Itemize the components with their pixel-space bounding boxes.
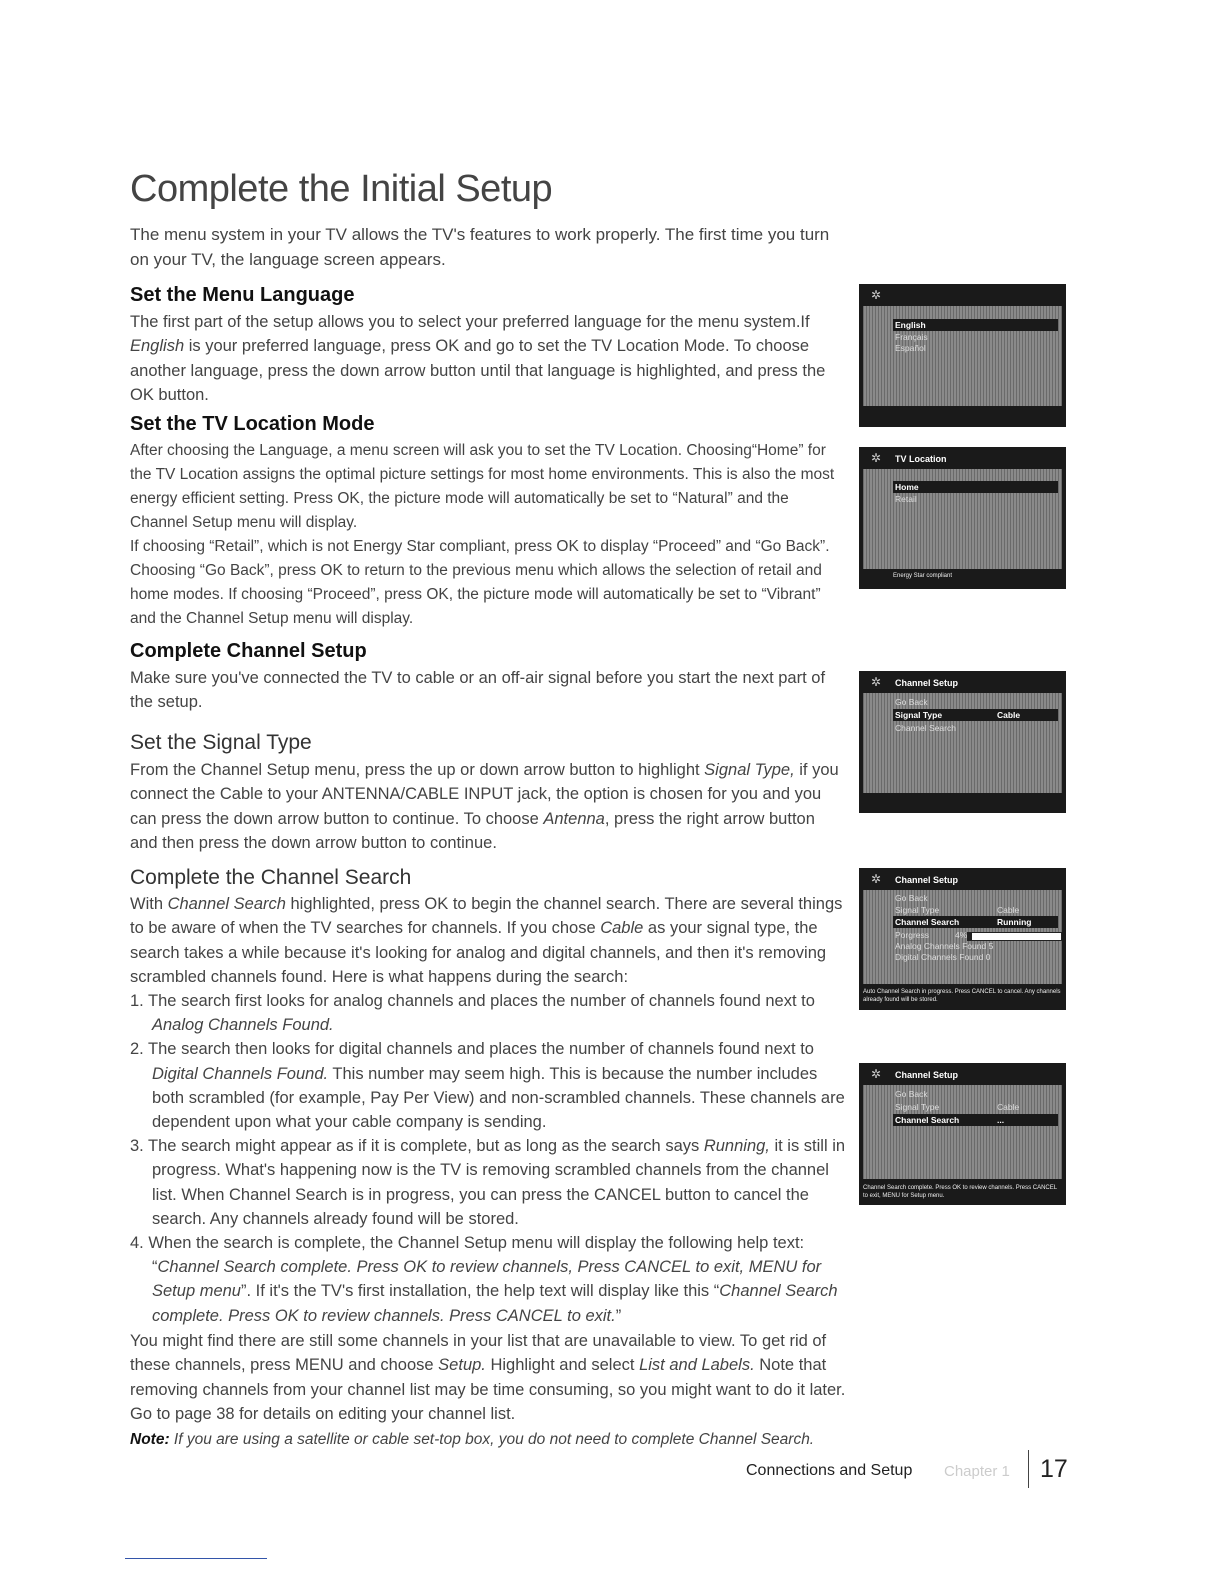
bottom-rule	[125, 1558, 267, 1559]
screen-footer: Channel Search complete. Press OK to review channels. Press CANCEL to exit, MENU for Setup menu.	[863, 1185, 1057, 1199]
screen-title: Channel Setup	[895, 678, 959, 688]
menu-option-english: English	[893, 319, 1058, 331]
menu-option-retail: Retail	[895, 494, 917, 504]
analog-count-row: Analog Channels Found 5	[895, 941, 994, 951]
menu-option-signal-type: Signal Type Cable	[893, 709, 1058, 721]
search-steps-list	[130, 989, 846, 1328]
menu-option-go-back: Go Back	[895, 1089, 928, 1099]
screen-body	[863, 1085, 1062, 1179]
tv-logo-icon: ✲	[871, 288, 882, 302]
screen-search-running	[859, 868, 1066, 1010]
menu-option-signal-type: Signal Type Cable	[895, 1102, 1020, 1112]
menu-option-francais: Français	[895, 332, 928, 342]
heading-channel-search: Complete the Channel Search	[130, 866, 412, 889]
channel-setup-paragraph: Make sure you've connected the TV to cable or an off-air signal before you start the next part of the setup.	[130, 669, 826, 712]
list-item: 4. When the search is complete, the Channel Setup menu will display the following help text: “Channel Search complete. Press OK to review channels, Press CANCEL to exit, MENU for Setup menu”. If it's the TV's first installation, the help text will display like this “Channel Search complete. Press OK to review channels. Press CANCEL to exit.”	[130, 1234, 838, 1325]
menu-option-go-back: Go Back	[895, 697, 928, 707]
progress-percent: 4%	[955, 930, 968, 940]
menu-language-paragraph: The first part of the setup allows you to select your preferred language for the menu system.If English is your preferred language, press OK and go to set the TV Location Mode. To choose another language, press the down arrow button until that language is highlighted, and press the OK button.	[130, 313, 826, 405]
screen-title: Channel Setup	[895, 875, 959, 885]
menu-option-signal-type: Signal Type Cable	[895, 905, 1020, 915]
tv-location-paragraph-2: If choosing “Retail”, which is not Energy Star compliant, press OK to display “Proceed” and “Go Back”. Choosing “Go Back”, press OK to return to the previous menu which allows the selection of retail and home modes. If choosing “Proceed”, press OK, the picture mode will automatically be set to “Vibrant” and the Channel Setup menu will display.	[130, 538, 830, 627]
screen-signal-type	[859, 671, 1066, 813]
after-search-paragraph: You might find there are still some channels in your list that are unavailable to view. To get rid of these channels, press MENU and choose Setup. Highlight and select List and Labels. Note that removing channels from your channel list may be time consuming, so you might want to do it later. Go to page 38 for details on editing your channel list.	[130, 1332, 846, 1424]
screen-tv-location	[859, 447, 1066, 589]
menu-option-espanol: Español	[895, 343, 926, 353]
progress-row: Porgress 4%	[895, 930, 968, 940]
menu-option-channel-search: Channel Search Running	[893, 916, 1058, 928]
channel-search-paragraph: With Channel Search highlighted, press OK to begin the channel search. There are several things to be aware of when the TV searches for channels. If you chose Cable as your signal type, the search takes a while because it's looking for analog and digital channels, and then it's removing scrambled channels found. Here is what happens during the search:	[130, 895, 843, 987]
screen-body	[863, 469, 1062, 569]
menu-option-channel-search: Channel Search	[895, 723, 956, 733]
tv-logo-icon: ✲	[871, 872, 882, 886]
list-item: 1. The search first looks for analog channels and places the number of channels found next to Analog Channels Found.	[130, 992, 815, 1035]
screen-search-complete	[859, 1063, 1066, 1205]
screen-body	[863, 890, 1062, 984]
note: Note: If you are using a satellite or cable set-top box, you do not need to complete Channel Search.	[130, 1431, 815, 1448]
intro-paragraph: The menu system in your TV allows the TV's features to work properly. The first time you turn on your TV, the language screen appears.	[130, 225, 830, 269]
screen-footer: Auto Channel Search in progress. Press CANCEL to cancel. Any channels already found will be stored.	[863, 989, 1061, 1003]
tv-logo-icon: ✲	[871, 675, 882, 689]
screen-title: Channel Setup	[895, 1070, 959, 1080]
heading-tv-location: Set the TV Location Mode	[130, 413, 375, 435]
signal-type-paragraph: From the Channel Setup menu, press the up or down arrow button to highlight Signal Type, if you connect the Cable to your ANTENNA/CABLE INPUT jack, the option is chosen for you and you can press the down arrow button to continue. To choose Antenna, press the right arrow button and then press the down arrow button to continue.	[130, 761, 839, 853]
footer-divider	[1028, 1450, 1029, 1488]
menu-option-go-back: Go Back	[895, 893, 928, 903]
screen-body	[863, 306, 1062, 406]
tv-location-paragraph-1: After choosing the Language, a menu screen will ask you to set the TV Location. Choosing“Home” for the TV Location assigns the optimal picture settings for most home environments. This is also the most energy efficient setting. Press OK, the picture mode will automatically be set to “Natural” and the Channel Setup menu will display.	[130, 442, 835, 531]
tv-logo-icon: ✲	[871, 1067, 882, 1081]
list-item: 2. The search then looks for digital channels and places the number of channels found next to Digital Channels Found. This number may seem high. This is because the number includes both scrambled (for example, Pay Per View) and non-scrambled channels. These channels are dependent upon what your cable company is sending.	[130, 1040, 845, 1132]
footer-section: Connections and Setup	[746, 1462, 913, 1479]
screen-body	[863, 693, 1062, 793]
footer-chapter: Chapter 1	[944, 1463, 1010, 1480]
progress-fill	[968, 933, 972, 940]
page-title: Complete the Initial Setup	[130, 168, 553, 210]
menu-option-home: Home	[893, 481, 1058, 493]
heading-signal-type: Set the Signal Type	[130, 731, 312, 754]
tv-logo-icon: ✲	[871, 451, 882, 465]
list-item: 3. The search might appear as if it is complete, but as long as the search says Running, it is still in progress. What's happening now is the TV is removing scrambled channels from the channel list. When Channel Search is in progress, you can press the CANCEL button to cancel the search. Any channels already found will be stored.	[130, 1137, 846, 1228]
menu-option-channel-search: Channel Search ...	[893, 1114, 1058, 1126]
screen-language	[859, 284, 1066, 427]
screen-title: TV Location	[895, 454, 947, 464]
heading-channel-setup: Complete Channel Setup	[130, 640, 367, 662]
page-number: 17	[1040, 1455, 1068, 1483]
screen-footer: Energy Star compliant	[893, 573, 953, 579]
heading-menu-language: Set the Menu Language	[130, 284, 355, 306]
digital-count-row: Digital Channels Found 0	[895, 952, 991, 962]
